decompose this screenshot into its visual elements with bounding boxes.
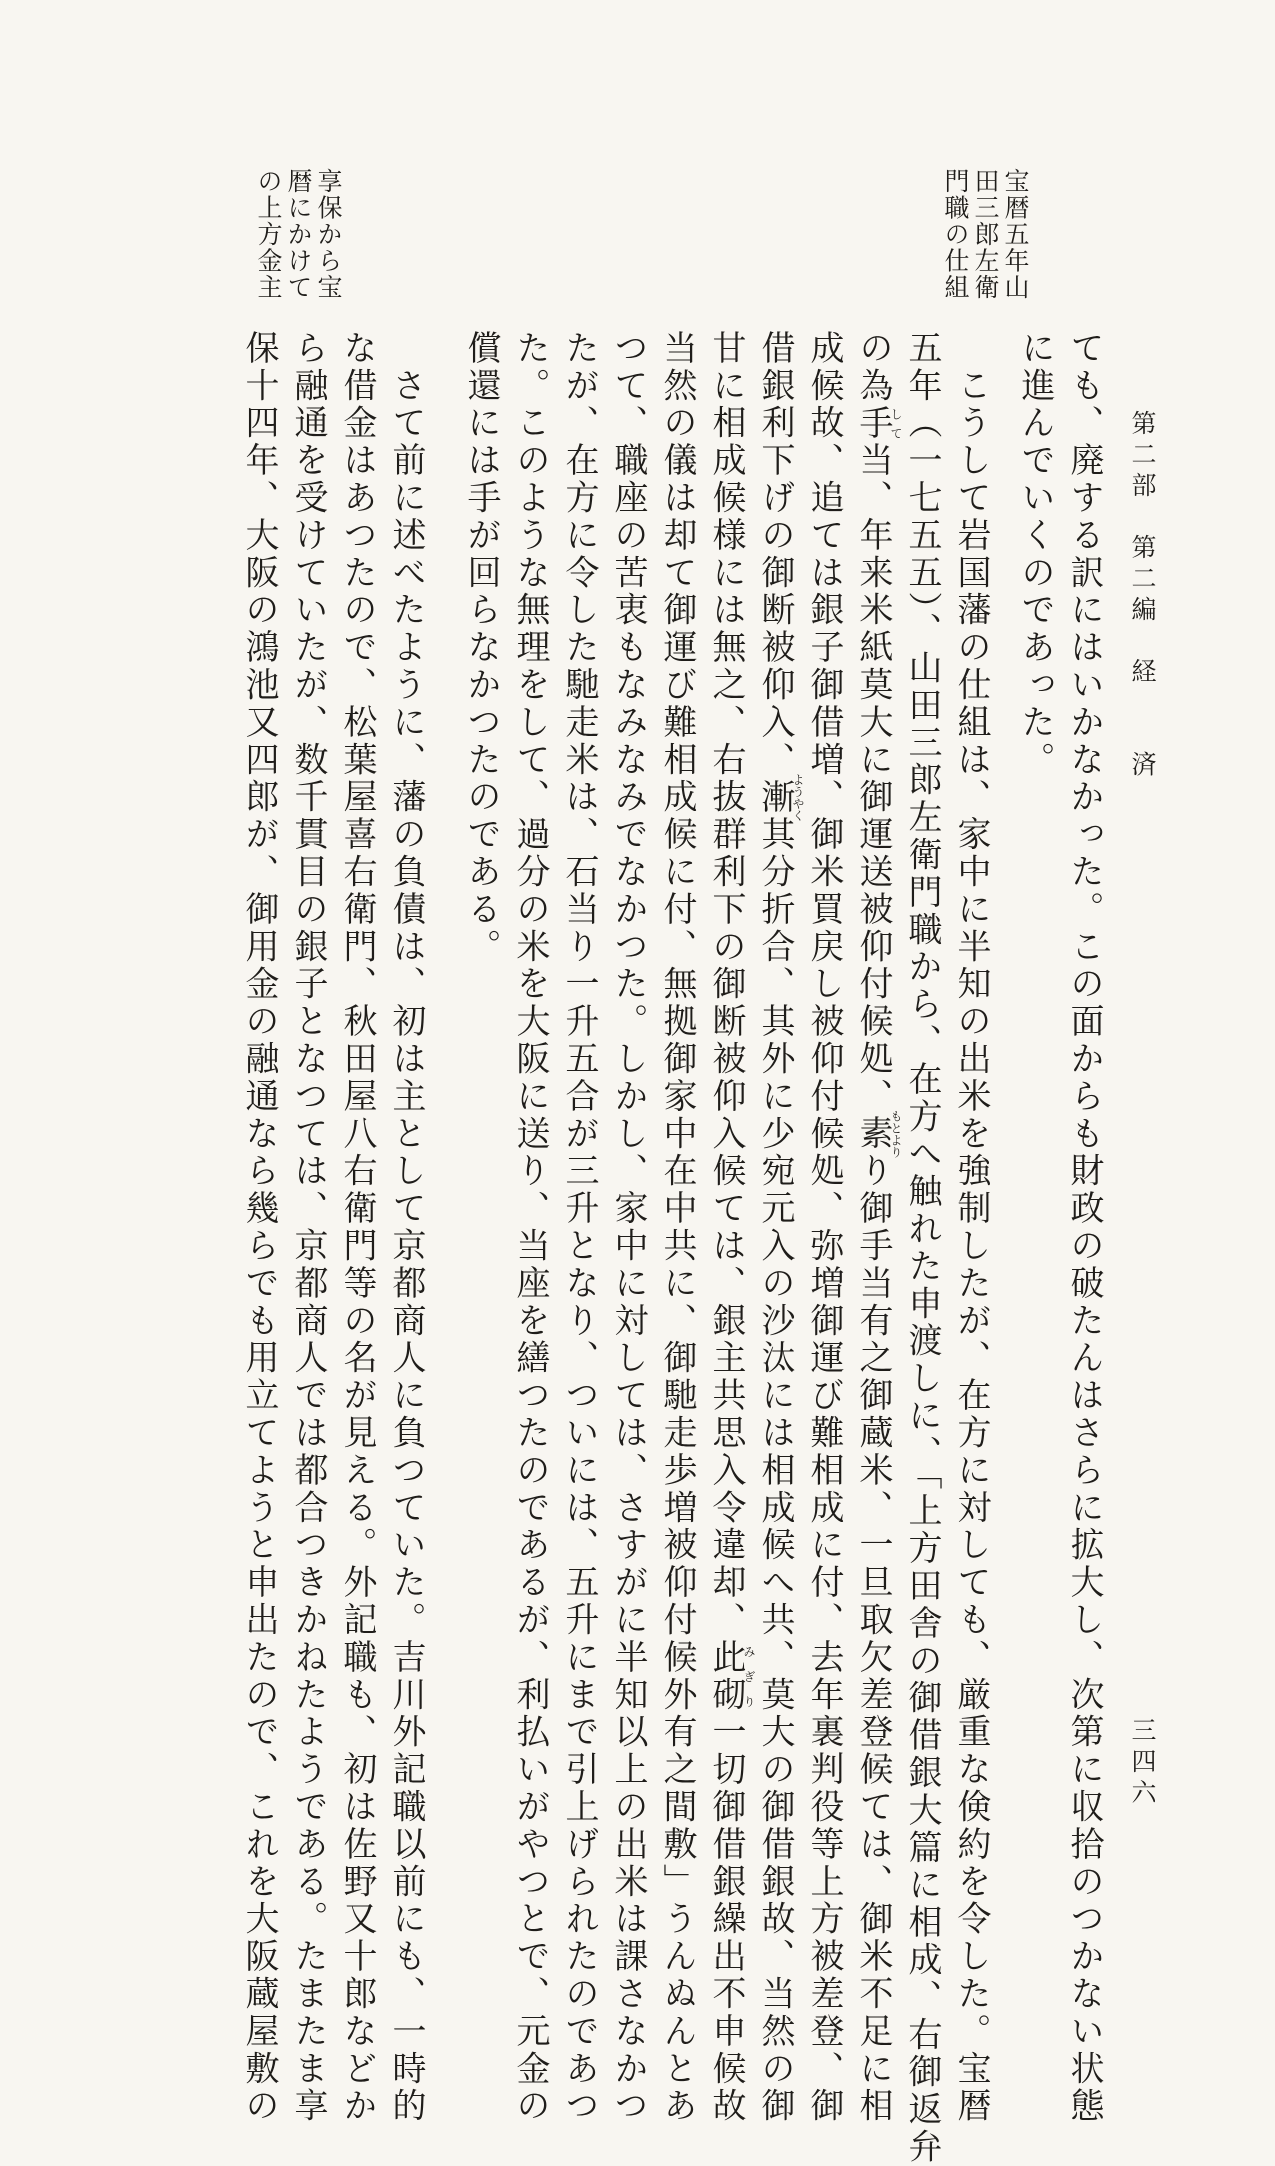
page-number: 三四六 bbox=[1128, 1717, 1157, 1810]
body-line: さて前に述べたように、藩の負債は、初は主として京都商人に負つていた。吉川外記職以前にも、一時的 bbox=[386, 330, 426, 2126]
side-note-line: 田三郎左衛 bbox=[971, 168, 1000, 301]
body-line: 当然の儀は却て御運び難相成候に付、無拠御家中在中共に、御馳走歩増被仰付候外有之間敷」うんぬんとあ bbox=[657, 330, 697, 2126]
ruby-reading: 素もとより bbox=[853, 1110, 903, 1159]
side-note-line: 享保から宝 bbox=[314, 168, 343, 301]
body-line: 借銀利下げの御断被仰入、漸ようやく其分折合、其外に少宛元入の沙汰には相成候へ共、莫大の御借銀故、当然の御 bbox=[755, 330, 805, 2126]
body-line: 保十四年、大阪の鴻池又四郎が、御用金の融通なら幾らでも用立てようと申出たので、これを大阪蔵屋敷の bbox=[239, 330, 279, 2126]
body-line: の為手して当、年来米紙莫大に御運送被仰付候処、素もとよりり御手当有之御蔵米、一旦取欠差登候ては、御米不足に相 bbox=[853, 330, 903, 2126]
side-note-line: 門職の仕組 bbox=[941, 168, 970, 301]
side-note-line: の上方金主 bbox=[254, 168, 283, 301]
body-line: な借金はあつたので、松葉屋喜右衛門、秋田屋八右衛門等の名が見える。外記職も、初は佐野又十郎などか bbox=[337, 330, 377, 2126]
body-line: つて、職座の苦衷もなみなみでなかつた。しかし、家中に対しては、さすがに半知以上の出米は課さなかつ bbox=[608, 330, 648, 2126]
body-line: 甘に相成候様には無之、右抜群利下の御断被仰入候ては、銀主共思入令違却、此砌みぎり一切御借銀繰出不申候故 bbox=[706, 330, 756, 2126]
body-line: ても、廃する訳にはいかなかった。この面からも財政の破たんはさらに拡大し、次第に収拾のつかない状態 bbox=[1064, 330, 1104, 2126]
body-line: 償還には手が回らなかつたのである。 bbox=[461, 330, 501, 966]
body-line: た。このような無理をして、過分の米を大阪に送り、当座を繕つたのであるが、利払いがやつとで、元金の bbox=[510, 330, 550, 2126]
body-line: たが、在方に令した馳走米は、石当り一升五合が三升となり、ついには、五升にまで引上げられたのであつ bbox=[559, 330, 599, 2126]
body-line: に進んでいくのであった。 bbox=[1015, 330, 1055, 779]
section-title: 第二部 第二編 経 済 bbox=[1128, 410, 1157, 782]
body-line: ら融通を受けていたが、数千貫目の銀子となつては、京都商人では都合つきかねたようである。たまたま享 bbox=[288, 330, 328, 2126]
side-note-line: 宝暦五年山 bbox=[1001, 168, 1030, 301]
side-note-line: 暦にかけて bbox=[284, 168, 313, 301]
body-line: 五年（一七五五）、山田三郎左衛門職から、在方へ触れた申渡しに、「上方田舎の御借銀大篇に相成、右御返弁 bbox=[902, 330, 942, 2166]
ruby-reading: 漸ようやく bbox=[755, 773, 805, 822]
body-line: 成候故、追ては銀子御借増、御米買戻し被仰付候処、弥増御運び難相成に付、去年裏判役等上方被差登、御 bbox=[804, 330, 844, 2126]
ruby-reading: 手して bbox=[853, 404, 903, 443]
body-line: こうして岩国藩の仕組は、家中に半知の出米を強制したが、在方に対しても、厳重な倹約を令した。宝暦 bbox=[951, 330, 991, 2126]
ruby-reading: 此砌みぎり bbox=[706, 1639, 756, 1714]
running-header bbox=[1120, 410, 1160, 1810]
